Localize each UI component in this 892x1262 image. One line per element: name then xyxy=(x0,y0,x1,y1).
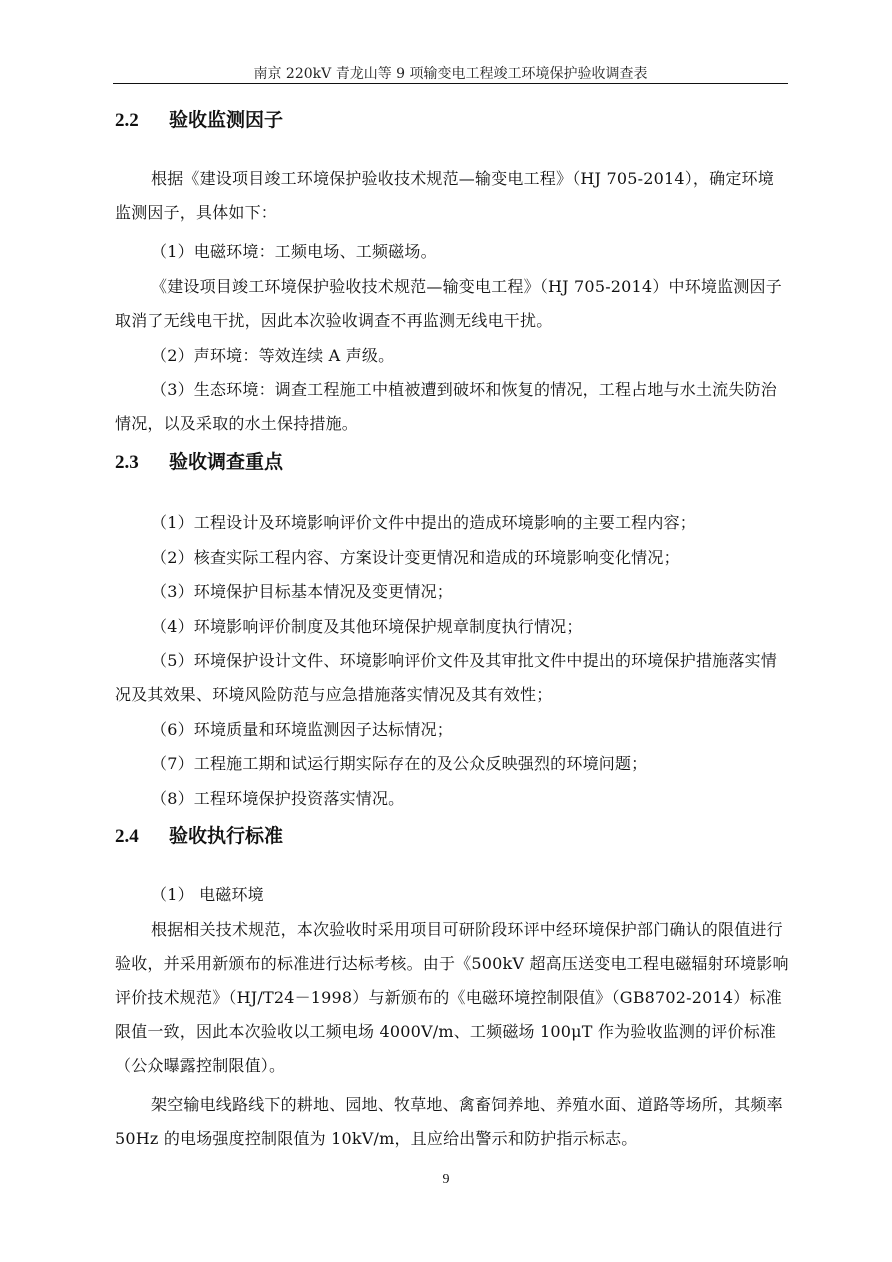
header-rule xyxy=(113,83,788,84)
list-item: （2）核查实际工程内容、方案设计变更情况和造成的环境影响变化情况； xyxy=(151,548,680,567)
list-item: （4）环境影响评价制度及其他环境保护规章制度执行情况； xyxy=(151,617,583,636)
paragraph: 根据相关技术规范，本次验收时采用项目可研阶段环评中经环境保护部门确认的限值进行验收，并采用新颁布的标准进行达标考核。由于《500kV 超高压送变电工程电磁辐射环境影响评价技术规范》（HJ/T24－1998）与新颁布的《电磁环境控制限值》（GB8702-2014）标准限值一致，因此本次验收以工频电场 4000V/m、工频磁场 100μT 作为验收监测的评价标准（公众曝露控制限值）。 xyxy=(115,920,789,1075)
list-item: （5）环境保护设计文件、环境影响评价文件及其审批文件中提出的环境保护措施落实情况及其效果、环境风险防范与应急措施落实情况及其有效性； xyxy=(115,651,777,704)
section-number: 2.2 xyxy=(115,110,139,131)
list-item: （1）工程设计及环境影响评价文件中提出的造成环境影响的主要工程内容； xyxy=(151,513,696,532)
list-item: （1）电磁环境：工频电场、工频磁场。 xyxy=(151,242,437,261)
page-number: 9 xyxy=(442,1172,450,1187)
section-number: 2.3 xyxy=(115,452,139,473)
section-title: 验收调查重点 xyxy=(169,452,284,473)
paragraph: 《建设项目竣工环境保护验收技术规范—输变电工程》（HJ 705-2014）中环境监测因子取消了无线电干扰，因此本次验收调查不再监测无线电干扰。 xyxy=(115,277,782,330)
section-heading-2-3 xyxy=(115,450,283,476)
section-heading-2-4 xyxy=(115,824,283,850)
section-number: 2.4 xyxy=(115,826,139,847)
section-heading-2-2 xyxy=(115,108,283,134)
subsection-heading: （1） 电磁环境 xyxy=(151,885,264,904)
paragraph: 根据《建设项目竣工环境保护验收技术规范—输变电工程》（HJ 705-2014），确定环境监测因子，具体如下： xyxy=(115,169,774,222)
list-item: （3）环境保护目标基本情况及变更情况； xyxy=(151,582,453,601)
section-title: 验收监测因子 xyxy=(169,110,284,131)
list-item: （3）生态环境：调查工程施工中植被遭到破坏和恢复的情况，工程占地与水土流失防治情况，以及采取的水土保持措施。 xyxy=(115,380,777,433)
section-title: 验收执行标准 xyxy=(169,826,284,847)
list-item: （8）工程环境保护投资落实情况。 xyxy=(151,789,405,808)
running-header: 南京 220kV 青龙山等 9 项输变电工程竣工环境保护验收调查表 xyxy=(253,66,648,82)
list-item: （2）声环境：等效连续 A 声级。 xyxy=(151,346,395,365)
paragraph: 架空输电线路线下的耕地、园地、牧草地、禽畜饲养地、养殖水面、道路等场所，其频率 50Hz 的电场强度控制限值为 10kV/m，且应给出警示和防护指示标志。 xyxy=(115,1095,783,1148)
list-item: （7）工程施工期和试运行期实际存在的及公众反映强烈的环境问题； xyxy=(151,754,648,773)
list-item: （6）环境质量和环境监测因子达标情况； xyxy=(151,720,453,739)
